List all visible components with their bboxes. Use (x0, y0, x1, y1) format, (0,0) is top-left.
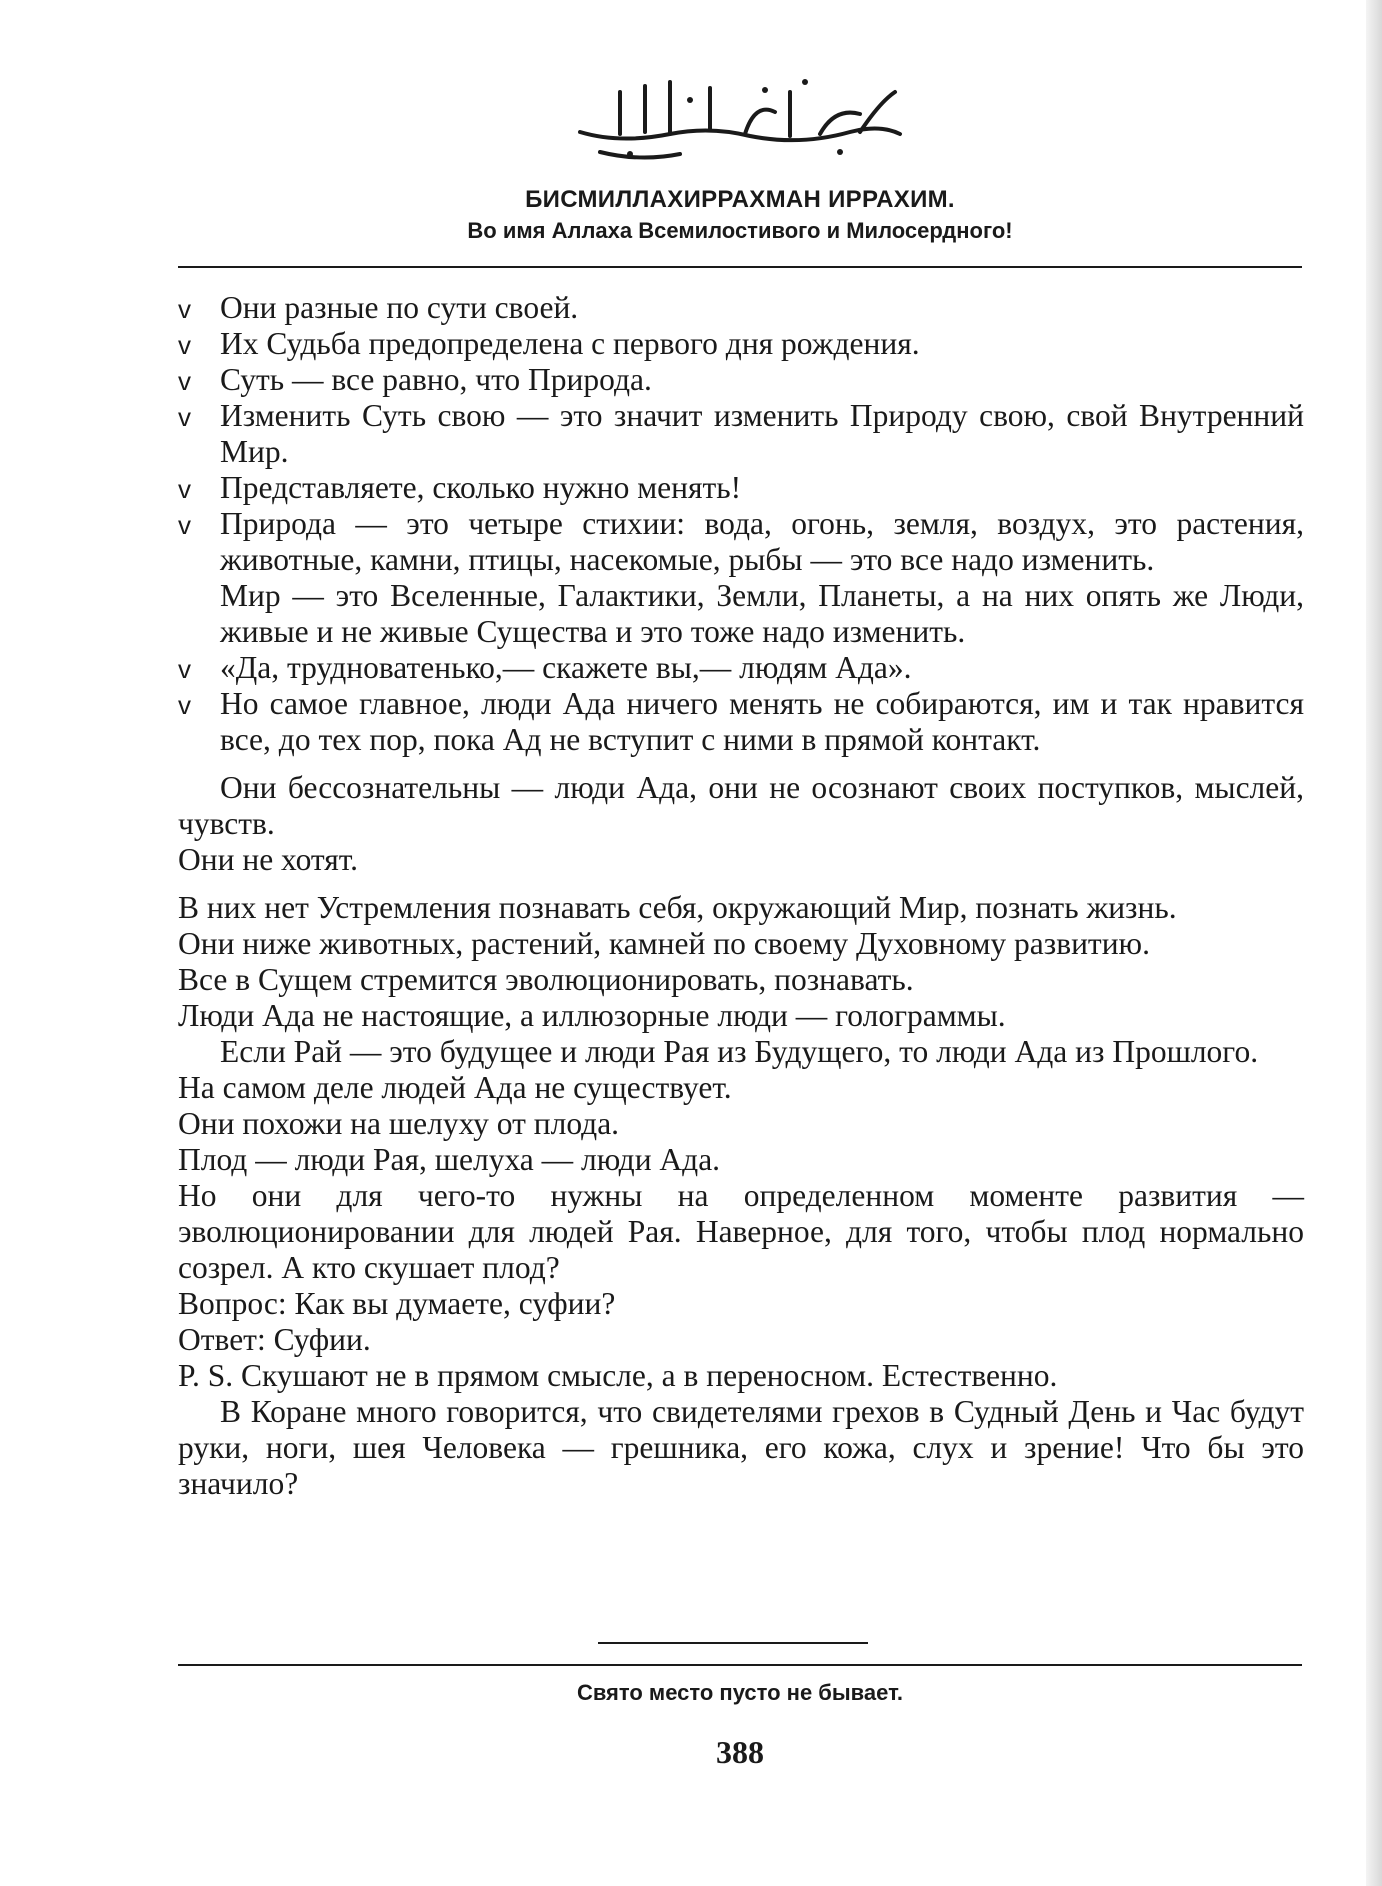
paragraph: Ответ: Суфии. (178, 1322, 371, 1357)
bullet-item: v Они разные по сути своей. (178, 290, 579, 325)
bullet-item: v Изменить Суть свою — это значит изменить Природу свою, свой Внутренний Мир. (178, 398, 1304, 469)
header-subtitle: Во имя Аллаха Всемилостивого и Милосердного! (467, 218, 1013, 243)
paragraph: В Коране много говорится, что свидетелями грехов в Судный День и Час будут руки, ноги, шея Человека — грешника, его кожа, слух и зрение! Что бы это значило? (178, 1394, 1304, 1501)
checkmark-icon: v (178, 654, 191, 684)
paragraph: Люди Ада не настоящие, а иллюзорные люди — голограммы. (178, 998, 1006, 1033)
footer-rule (178, 1664, 1302, 1666)
bullet-item: v Суть — все равно, что Природа. (178, 362, 652, 397)
paragraph: Но они для чего-то нужны на определенном моменте развития — эволюционировании для людей Рая. Наверное, для того, чтобы плод нормально созрел. А кто скушает плод? (178, 1178, 1304, 1285)
body-text (178, 290, 1304, 1502)
checkmark-icon: v (178, 366, 191, 396)
header-rule (178, 266, 1302, 268)
bullet-item: v Представляете, сколько нужно менять! (178, 470, 742, 505)
bullet-continuation: Мир — это Вселенные, Галактики, Земли, Планеты, а на них опять же Люди, живые и не живые Существа и это тоже надо изменить. (220, 578, 1304, 649)
paragraph: Вопрос: Как вы думаете, суфии? (178, 1286, 616, 1321)
paragraph: P. S. Скушают не в прямом смысле, а в переносном. Естественно. (178, 1358, 1058, 1393)
footer-proverb: Свято место пусто не бывает. (576, 1680, 904, 1705)
page-number: 388 (716, 1734, 764, 1770)
paragraph: Все в Сущем стремится эволюционировать, познавать. (178, 962, 914, 997)
bismillah-calligraphy (560, 62, 920, 172)
checkmark-icon: v (178, 294, 191, 324)
bullet-item: v Природа — это четыре стихии: вода, огонь, земля, воздух, это растения, животные, камни, птицы, насекомые, рыбы — это все надо изменить. (178, 506, 1304, 577)
checkmark-icon: v (178, 690, 191, 720)
bullet-item: v Их Судьба предопределена с первого дня рождения. (178, 326, 920, 361)
bullet-item: v Но самое главное, люди Ада ничего менять не собираются, им и так нравится все, до тех пор, пока Ад не вступит с ними в прямой контакт. (178, 686, 1304, 757)
paragraph: Если Рай — это будущее и люди Рая из Будущего, то люди Ада из Прошлого. (220, 1034, 1259, 1069)
page-edge-shadow (1366, 0, 1382, 1886)
checkmark-icon: v (178, 510, 191, 540)
paragraph: Они похожи на шелуху от плода. (178, 1106, 620, 1141)
section-end-rule (598, 1642, 868, 1644)
checkmark-icon: v (178, 402, 191, 432)
paragraph: В них нет Устремления познавать себя, окружающий Мир, познать жизнь. (178, 890, 1177, 925)
paragraph: Они не хотят. (178, 842, 359, 877)
paragraph: Они бессознательны — люди Ада, они не осознают своих поступков, мыслей, чувств. (178, 770, 1304, 841)
bullet-item: v «Да, трудноватенько,— скажете вы,— людям Ада». (178, 650, 912, 685)
paragraph: Плод — люди Рая, шелуха — люди Ада. (178, 1142, 721, 1177)
header-title: БИСМИЛЛАХИРРАХМАН ИРРАХИМ. (525, 186, 955, 213)
paragraph: Они ниже животных, растений, камней по своему Духовному развитию. (178, 926, 1150, 961)
checkmark-icon: v (178, 330, 191, 360)
paragraph: На самом деле людей Ада не существует. (178, 1070, 732, 1105)
checkmark-icon: v (178, 474, 191, 504)
